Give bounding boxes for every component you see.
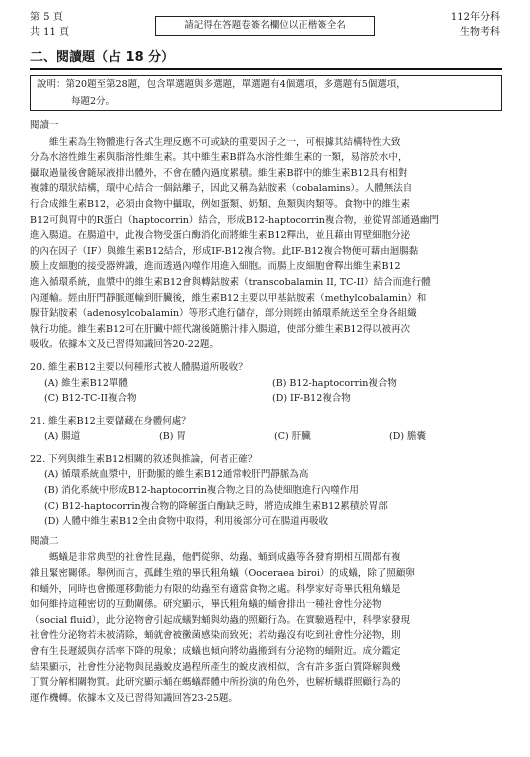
option-d[interactable]: (D) 膽囊 [389,431,427,443]
passage-line: 如何維持這種密切的互動關係。研究顯示，畢氏粗角蟻的蛹會排出一種社會性分泌物 [30,599,382,611]
option-d[interactable]: (D) 人體中維生素B12全由食物中取得，利用後部分可在腸道再吸收 [44,516,329,528]
passage-line: B12可與胃中的R蛋白（haptocorrin）結合，形成B12-haptocorrin複合物，並從胃部通過幽門 [30,214,439,226]
passage-line: 維生素為生物體進行各式生理反應不可或缺的重要因子之一，可根據其結構特性大致 [49,136,401,148]
passage-line: 膜上皮細胞的接受器辨識，進而透過內噬作用進入細胞。而腸上皮細胞會釋出維生素B12 [30,261,401,273]
passage-line: 行合成維生素B12，必須由食物中攝取，例如蛋類、奶類、魚類與肉類等。食物中的維生素 [30,198,411,210]
reading-1-title: 閱讀一 [30,120,59,131]
passage-line: 內運輸。經由肝門靜脈運輸到肝臟後，維生素B12主要以甲基鈷胺素（methylcobalamin）和 [30,292,427,304]
passage-line: 丁質分解相關物質。此研究顯示蛹在螞蟻群體中所扮演的角色外，也解析蟻群照顧行為的 [30,677,401,689]
option-a[interactable]: (A) 循環系統血漿中，肝動脈的維生素B12通常較肝門靜脈為高 [44,469,309,481]
question-stem: 22. 下列與維生素B12相關的敘述與推論，何者正確？ [30,453,258,465]
reading-2-title: 閱讀二 [30,535,59,547]
passage-line: 進入腸道。在腸道中，此複合物受蛋白酶消化而將維生素B12釋出，並且藉由胃壁細胞分泌 [30,230,411,242]
question-options [44,429,502,445]
passage-line: 會有生長遲緩與存活率下降的現象；成蟻也傾向將幼蟲搬到有分泌物的蛹附近。成分鑑定 [30,646,401,657]
passage-line: （social fluid），此分泌物會引起成蟻對蛹與幼蟲的照顧行為。在實驗過程中，科學家發現 [30,614,411,626]
exam-subject: 生物考科 [460,27,500,38]
passage-line: 運作機轉。依據本文及已習得知識回答23-25題。 [30,692,238,704]
option-d[interactable]: (D) IF-B12複合物 [272,393,351,405]
question-stem: 21. 維生素B12主要儲藏在身體何處？ [30,415,191,427]
page-number-block [30,10,69,40]
exam-year: 112年分科 [450,12,500,23]
reading-2-passage [30,550,502,706]
passage-line: 攝取過量後會隨尿液排出體外，不會在體內過度累積。維生素B群中的維生素B12具有相對 [30,167,408,179]
passage-line: 螞蟻是非常典型的社會性昆蟲，他們從卵、幼蟲、蛹到成蟲等各發育期相互間都有複 [49,552,401,564]
passage-line: 社會性分泌物若未被清除，蛹就會被黴菌感染而致死；若幼蟲沒有吃到社會性分泌物，則 [30,630,401,642]
question-21 [30,414,502,445]
option-c[interactable]: (C) B12-haptocorrin複合物的降解蛋白酶缺乏時，將造成維生素B12累積於胃部 [44,500,388,512]
passage-line: 的內在因子（IF）與維生素B12結合，形成IF-B12複合物。此IF-B12複合物便可藉由迴腸黏 [30,245,419,257]
exam-info-block [451,10,500,40]
question-stem: 20. 維生素B12主要以何種形式被人體腸道所吸收？ [30,361,248,373]
passage-line: 進入循環系統，血漿中的維生素B12會與轉鈷胺素（transcobalamin II, TC-II）結合而進行體 [30,276,431,288]
option-b[interactable]: (B) B12-haptocorrin複合物 [272,377,397,389]
option-b[interactable]: (B) 消化系統中形成B12-haptocorrin複合物之目的為使細胞進行內噬作用 [44,485,359,497]
passage-line: 分為水溶性維生素與脂溶性維生素。其中維生素B群為水溶性維生素的一類，易溶於水中， [30,152,408,164]
instructions-line-1: 說明：第20題至第28題，包含單選題與多選題，單選題有4個選項，多選題有5個選項， [37,79,406,90]
instructions-box [30,75,502,111]
option-c[interactable]: (C) B12-TC-II複合物 [44,393,137,405]
page-number: 第 5 頁 [30,12,63,23]
question-20 [30,360,502,407]
exam-body [30,118,502,706]
option-a[interactable]: (A) 維生素B12單體 [44,377,128,389]
question-22 [30,452,502,530]
page-header [0,10,530,44]
passage-line: 結果顯示，社會性分泌物與昆蟲蛻皮過程所產生的蛻皮液相似，含有許多蛋白質降解與幾 [30,661,401,673]
passage-line: 雜且緊密關係。舉例而言，孤雌生殖的畢氏粗角蟻（Ooceraea biroi）的成蟻，除了照顧卵 [30,568,415,580]
passage-line: 吸收。依據本文及已習得知識回答20-22題。 [30,339,219,351]
instructions-line-2: 每題2分。 [71,96,116,107]
reading-1-passage [30,135,502,353]
total-pages: 共 11 頁 [30,27,70,38]
option-c[interactable]: (C) 肝臟 [274,431,311,443]
section-title: 二、閱讀題（占 18 分） [30,48,502,70]
passage-line: 和蛹外，同時也會搬運移動能力有限的幼蟲至有適當食物之處。科學家好奇畢氏粗角蟻是 [30,583,401,595]
passage-line: 執行功能。維生素B12可在肝臟中經代謝後隨膽汁排入腸道，使部分維生素B12得以被再次 [30,323,411,335]
option-a[interactable]: (A) 腸道 [44,431,81,443]
option-b[interactable]: (B) 胃 [159,431,186,443]
passage-line: 腺苷鈷胺素（adenosylcobalamin）等形式進行儲存，部分則經由循環系統送至全身各組織 [30,308,417,320]
question-options [44,376,502,407]
passage-line: 複雜的環狀結構，環中心結合一個鈷離子，因此又稱為鈷胺素（cobalamins）。人體無法自 [30,183,413,195]
signature-notice: 請記得在答題卷簽名欄位以正楷簽全名 [155,16,375,36]
